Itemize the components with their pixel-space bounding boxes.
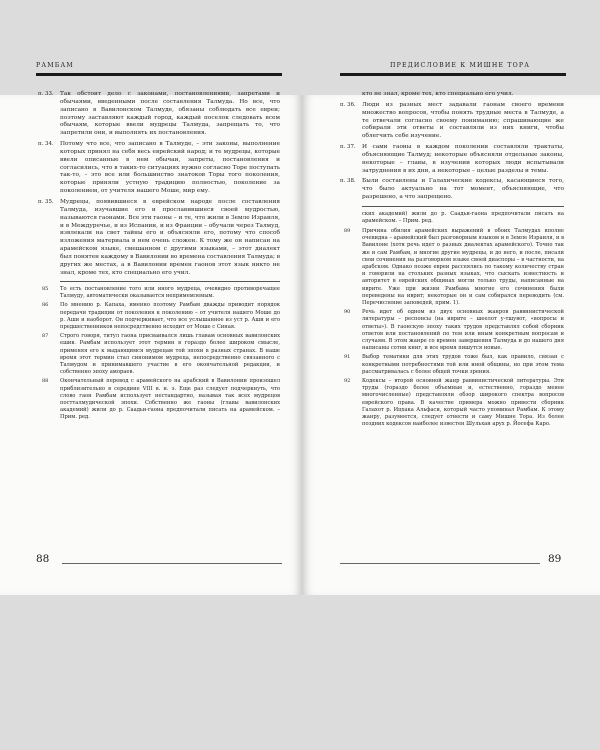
footnote-number: 87 [42,333,49,340]
right-head-rule [340,73,566,76]
paragraph-number: п. 33. [38,91,54,97]
paragraph-text: Так обстоит дело с законами, постановлениями, запретами и обычаями, введенными после составления Талмуда. Но все, что записано в Вавилонском Талмуде, обязаны соблюдать все евреи; поэтому заставляют каждый город, каждый поселок следовать всем обычаям, которые ввели мудрецы Талмуда, запрещать то, что запретили они, и выполнять их постановления. [60,91,280,137]
left-folio-rule [62,563,282,564]
paragraph-text: И сами гаоны в каждом поколении составляли трактаты, объясняющие Талмуд; некоторые объясняли отдельные законы, некоторые – главы, в изучении которых люди испытывали затруднения в их дни, а некоторые – целые разделы и темы. [362,144,564,174]
right-page-number: 89 [548,553,562,565]
right-folio-rule [340,563,540,564]
left-running-head: РАМБАМ [36,62,74,69]
paragraph-number: п. 36. [340,101,356,108]
paragraph-number: п. 37. [340,144,356,151]
paragraph-number: п. 34. [38,141,54,148]
paragraph-text: Были составлены и Галахические кодексы, касающиеся того, что было актуально на тот момент, объясняющие, что разрешено, а что запрещено. [362,178,564,201]
footnote-86 [38,302,280,331]
footnote-text: Причина обилия арамейских выражений в обоих Талмудах вполне очевидна – арамейский был разговорным языком и в Земле Израиля, и в Вавилоне (хотя речь идет о разных диалектах арамейского). Точно так же и сам Рамбам, и многие другие мудрецы, и до него, и после, писали свои сочинения на разговорном языке своей диаспоры – в частности, на арабском. Однако позже евреи рассеялись по такому количеству стран и говорили на стольких разных языках, что сыскать известность и авторитет в еврейских общинах могли только труды, написанные на иврите. Уже при жизни Рамбама многие его сочинения были переведены на иврит; некоторые он и сам собирался переводить (см. Перечисление заповедей, прим. 1). [362,227,564,306]
paragraph-35 [38,199,280,277]
footnote-separator [362,206,564,207]
footnote-text: Окончательный перевод с арамейского на арабский в Вавилонии произошел приблизительно в середине VIII в. н. э. Еще раз следует подчеркнуть, что слово гаон Рамбам использует нестандартно, называя так всех мудрецов постталмудической эпохи. Собственно же гаоны (главы вавилонских академий) жили до р. Саадьи-гаона предпочитали писать на арамейском. – Прим. ред. [60,378,280,421]
paragraph-continuation: кто не знал, кроме тех, кто специально его учил. [362,91,514,97]
paragraph-33 [38,91,280,138]
footnote-number: 90 [344,309,351,316]
left-head-rule [36,73,282,76]
footnote-number: 92 [344,378,351,385]
left-page-body [38,91,280,424]
footnote-number: 91 [344,354,351,361]
footnote-number: 86 [42,302,49,309]
footnote-text: Выбор тематики для этих трудов тоже был, как правило, связан с конкретными потребностями той или иной общины, но при этом тема рассматривалась с более общей точки зрения. [362,354,564,375]
paragraph-34 [38,141,280,196]
left-page-number: 88 [36,553,50,565]
right-running-head: ПРЕДИСЛОВИЕ К МИШНЕ ТОРА [390,62,531,69]
paragraph-number: п. 38. [340,178,356,185]
footnote-text: Речь идет об одном из двух основных жанров раввинистической литературы – респонсы (на иврите – шеелот у-тшувот, «вопросы и ответы»). В гаонскую эпоху таких трудов представлял собой сборник ответов или постановлений по тем или иным конкретным вопросам и случаям. В этом жанре со времен завершения Талмуда и до нашего дня написаны сотни книг, и все время пишутся новые. [362,309,564,352]
footnote-text: Строго говоря, титул гаона присваивался лишь главам основных вавилонских ешив. Рамбам использует этот термин в гораздо более широком смысле, применяя его к выдающимся мудрецам той эпохи в разных странах. В наше время этот термин стал синонимом мудреца, непосредственно связанного с Талмудом и принимавшего участие в его окончательной редакции, и собственно эпоху амораев. [60,333,280,376]
paragraph-text: Люди из разных мест задавали гаонам своего времени множество вопросов, чтобы понять трудные места в Талмуде, а те отвечали согласно своему пониманию; спрашивающие же собирали эти ответы и составляли из них книги, чтобы облегчить себе изучение. [362,101,564,140]
footnote-text: По мнению р. Капаха, именно поэтому Рамбам дважды приводит порядок передачи традиции от поколения к поколению – от учителя нашего Моше до р. Аши и наоборот. Он подчеркивает, что все услышанное из уст р. Аши и его предшественников непосредственно исходит от Моше с Синая. [60,302,280,331]
footnote-continuation: ских академий) жили до р. Саадьи-гаона предпочитали писать на арамейском. – Прим. ред. [362,210,564,224]
footnote-92 [340,378,564,428]
footnote-number: 88 [42,378,49,385]
footnote-number: 85 [42,286,49,292]
footnote-89 [340,228,564,307]
footnote-87 [38,333,280,376]
footnote-text: То есть постановление того или иного мудреца, очевидно противоречащее Талмуду, автоматически оказывается непримемлемым. [60,286,280,300]
paragraph-text: Мудрецы, появившиеся в еврейском народе после составления Талмуда, изучавшие его и прославившиеся своей мудростью, называются гаонами. Все эти гаоны – и те, что жили в Земле Израиля, и в Междуречье, и из Испании, и из Франции – обучали через Талмуд, извлекали на свет тайны его и объясняли его, потому что способ изложения материала в нем очень сложен. К тому же он написан на арамейском языке, смешанном с другими языками, – этот диалект был понятен каждому в Вавилонии во времена составления Талмуда; в других же местах, а в Вавилонии времен гаонов этот язык никто не знал, кроме тех, кто специально его учил. [60,198,280,276]
footnote-85 [38,286,280,300]
right-page-body [340,91,564,430]
paragraph-37 [340,144,564,175]
footnote-91 [340,354,564,376]
footnote-88 [38,378,280,421]
footnote-text: Кодексы – второй основной жанр раввинистической литературы. Эти труды (гораздо более объемные и, естественно, гораздо менее многочисленные) представляли обзор широкого спектра вопросов еврейского права. В качестве примера можно привести сборник Галахот р. Ицхака Альфаси, который часто упоминал Рамбам. К этому жанру, разумеется, следует отнести и саму Мишне Тора. Из более поздних кодексов наиболее известен Шульхан арух р. Йосефа Каро. [362,378,564,428]
paragraph-number: п. 35. [38,198,54,205]
paragraph-36 [340,102,564,141]
footnote-90 [340,309,564,352]
footnote-separator [60,281,280,282]
paragraph-text: Потому что все, что записано в Талмуде, – эти законы, выполнение которых принял на себя весь еврейский народ; и те мудрецы, которые ввели описанные в нем обычаи, запреты, постановления и согласились, что в таких-то ситуациях нужно согласно Торе поступать так-то, – это все или большинство знатоков Торы того поколения, которые приняли устную традицию полностью, поколение за поколением, от учителя нашего Моше, мир ему. [60,141,280,195]
footnote-number: 89 [344,227,351,234]
paragraph-38 [340,178,564,202]
